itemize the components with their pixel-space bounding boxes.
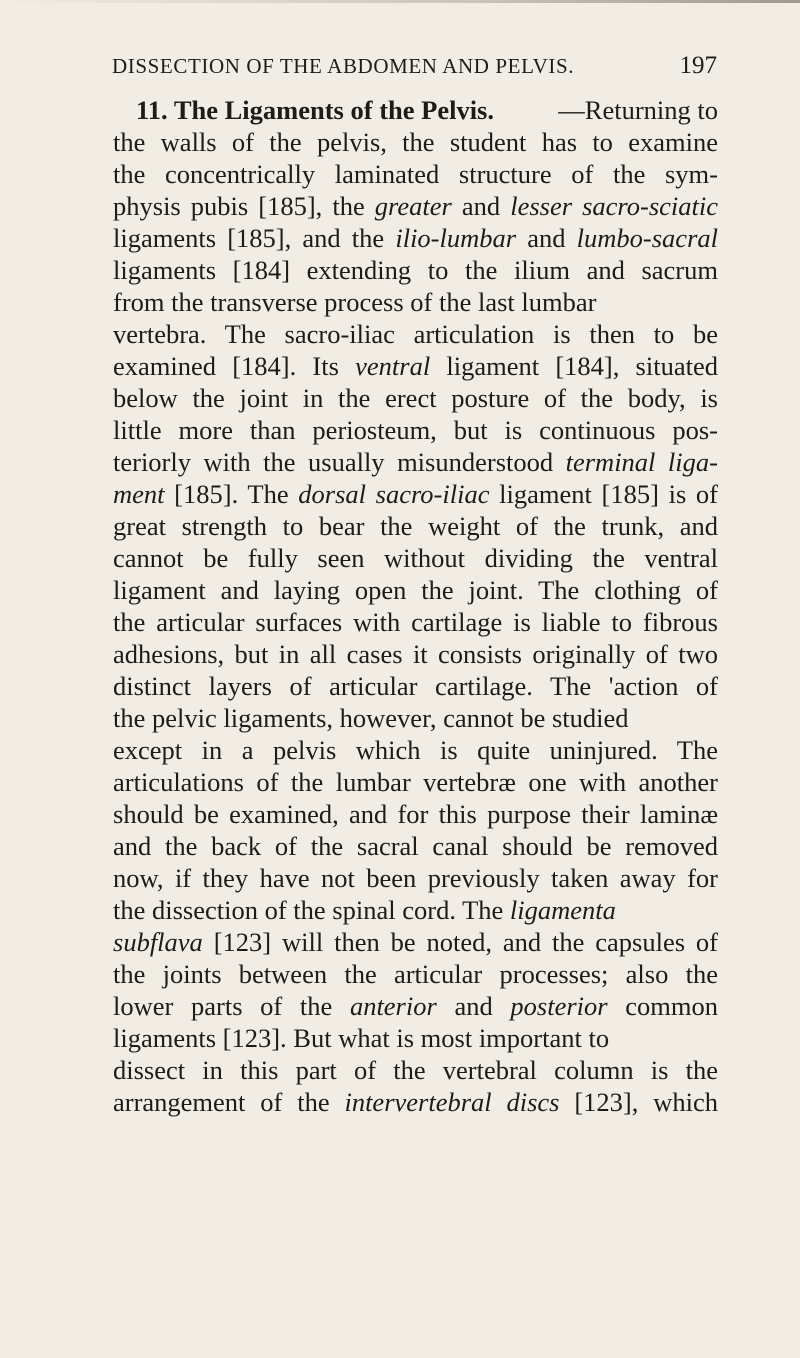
text-line: physis pubis [185], the greater and lesser sacro-sciatic	[113, 191, 718, 221]
text-line: except in a pelvis which is quite uninjured. The	[113, 735, 718, 765]
text-line: lower parts of the anterior and posterior common	[113, 991, 718, 1021]
section-heading: The Ligaments of the Pelvis.	[173, 95, 494, 125]
text-line: should be examined, and for this purpose their laminæ	[113, 799, 718, 829]
text-line: cannot be fully seen without dividing the ventral	[113, 543, 718, 573]
text-line: ligaments [184] extending to the ilium and sacrum	[113, 255, 718, 285]
text-line: ligaments [123]. But what is most important to	[113, 1023, 610, 1053]
text-line: examined [184]. Its ventral ligament [184], situated	[113, 351, 718, 381]
text-line: the dissection of the spinal cord. The ligamenta	[113, 895, 616, 925]
text-line: below the joint in the erect posture of the body, is	[113, 383, 718, 413]
text-line: and the back of the sacral canal should be removed	[113, 831, 718, 861]
text-line: the joints between the articular processes; also the	[113, 959, 718, 989]
text-line: dissect in this part of the vertebral column is the	[113, 1055, 718, 1085]
text-line: distinct layers of articular cartilage. The 'action of	[113, 671, 718, 701]
text-line: ment [185]. The dorsal sacro-iliac ligament [185] is of	[113, 479, 718, 509]
text-line: now, if they have not been previously taken away for	[113, 863, 718, 893]
text-line: great strength to bear the weight of the trunk, and	[113, 511, 718, 541]
text-line: articulations of the lumbar vertebræ one with another	[113, 767, 718, 797]
text-line: ligament and laying open the joint. The clothing of	[113, 575, 718, 605]
running-head-title: DISSECTION OF THE ABDOMEN AND PELVIS.	[112, 54, 575, 78]
text-line: adhesions, but in all cases it consists originally of two	[113, 639, 718, 669]
text-line: from the transverse process of the last lumbar	[113, 287, 597, 317]
text-line: vertebra. The sacro-iliac articulation is then to be	[113, 319, 718, 349]
text-line: ligaments [185], and the ilio-lumbar and lumbo-sacral	[113, 223, 718, 253]
text-line: little more than periosteum, but is continuous pos-	[113, 415, 718, 445]
section-number: 11.	[136, 95, 174, 125]
text-line: 11. The Ligaments of the Pelvis. —Returning to	[136, 95, 718, 125]
text-line: teriorly with the usually misunderstood terminal liga-	[113, 447, 718, 477]
text-line: the walls of the pelvis, the student has to examine	[113, 127, 718, 157]
text-line: arrangement of the intervertebral discs [123], which	[113, 1087, 718, 1117]
text-line: the articular surfaces with cartilage is liable to fibrous	[113, 607, 718, 637]
page-number: 197	[679, 52, 717, 79]
text-line: subflava [123] will then be noted, and the capsules of	[113, 927, 718, 957]
text-line: the pelvic ligaments, however, cannot be studied	[113, 703, 629, 733]
text-line: the concentrically laminated structure of the sym-	[113, 159, 718, 189]
